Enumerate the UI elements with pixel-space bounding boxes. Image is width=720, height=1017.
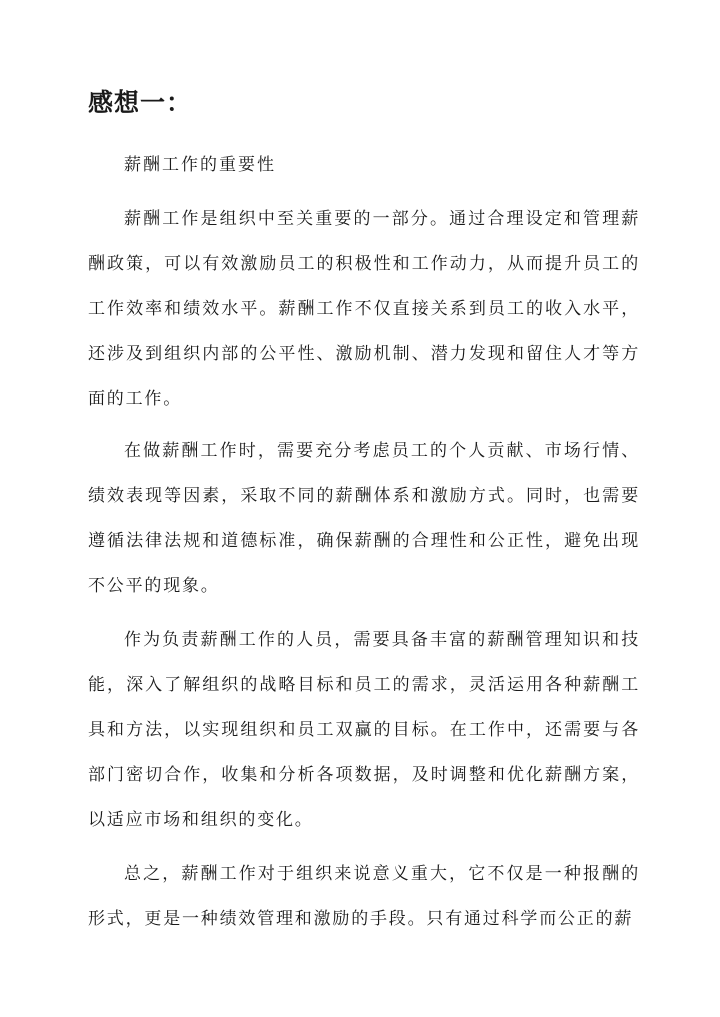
section-subtitle: 薪酬工作的重要性 bbox=[124, 155, 276, 175]
body-paragraph-4: 总之，薪酬工作对于组织来说意义重大，它不仅是一种报酬的形式，更是一种绩效管理和激励的手段。只有通过科学而公正的薪 bbox=[88, 864, 640, 929]
body-paragraph-1: 薪酬工作是组织中至关重要的一部分。通过合理设定和管理薪酬政策，可以有效激励员工的积极性和工作动力，从而提升员工的工作效率和绩效水平。薪酬工作不仅直接关系到员工的收入水平，还涉及到组织内部的公平性、激励机制、潜力发现和留住人才等方面的工作。 bbox=[88, 209, 640, 409]
section-heading: 感想一： bbox=[88, 88, 193, 117]
body-paragraph-2: 在做薪酬工作时，需要充分考虑员工的个人贡献、市场行情、绩效表现等因素，采取不同的薪酬体系和激励方式。同时，也需要遵循法律法规和道德标准，确保薪酬的合理性和公正性，避免出现不公平的现象。 bbox=[88, 441, 640, 596]
body-paragraph-3: 作为负责薪酬工作的人员，需要具备丰富的薪酬管理知识和技能，深入了解组织的战略目标和员工的需求，灵活运用各种薪酬工具和方法，以实现组织和员工双赢的目标。在工作中，还需要与各部门密切合作，收集和分析各项数据，及时调整和优化薪酬方案，以适应市场和组织的变化。 bbox=[88, 630, 640, 830]
